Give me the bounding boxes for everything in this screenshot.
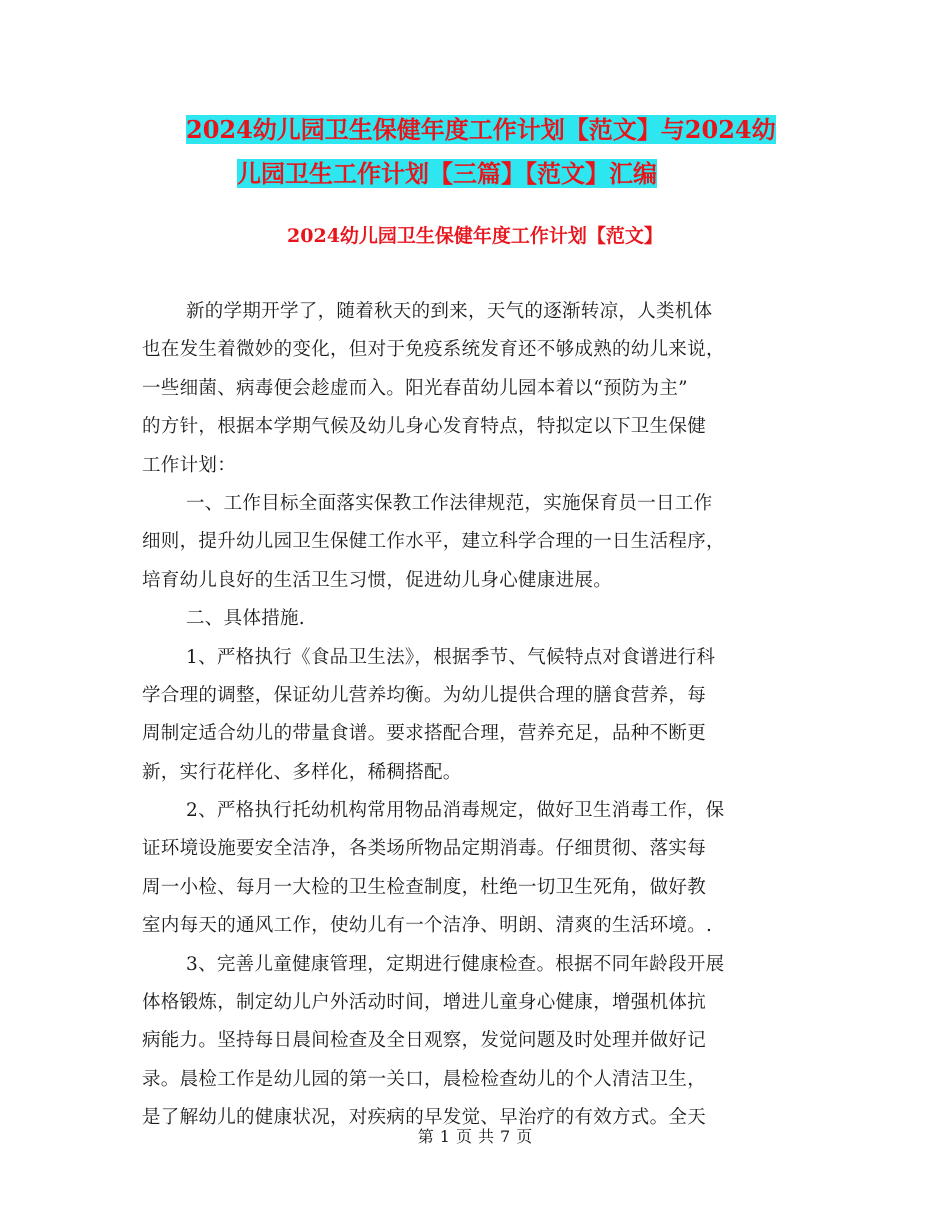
body-line: 3、完善儿童健康管理，定期进行健康检查。根据不同年龄段开展 xyxy=(186,953,725,975)
body-line: 新，实行花样化、多样化，稀稠搭配。 xyxy=(142,761,462,783)
main-title-line-1 xyxy=(186,113,776,147)
body-line: 是了解幼儿的健康状况，对疾病的早发觉、早治疗的有效方式。全天 xyxy=(142,1107,707,1129)
body-line: 录。晨检工作是幼儿园的第一关口，晨检检查幼儿的个人清洁卫生， xyxy=(142,1068,707,1090)
body-line: 新的学期开学了，随着秋天的到来，天气的逐渐转凉，人类机体 xyxy=(186,301,713,322)
body-line: 工作计划： xyxy=(142,454,237,476)
document-body xyxy=(142,293,810,1138)
body-line: 一些细菌、病毒便会趁虚而入。阳光春苗幼儿园本着以“预防为主” xyxy=(142,377,688,399)
body-line: 证环境设施要安全洁净，各类场所物品定期消毒。仔细贯彻、落实每 xyxy=(142,838,707,860)
footer-total-label: 共 xyxy=(478,1127,495,1146)
body-line: 二、具体措施. xyxy=(186,608,305,630)
body-line: 也在发生着微妙的变化，但对于免疫系统发育还不够成熟的幼儿来说， xyxy=(142,339,725,361)
main-title-line-2-text: 儿园卫生工作计划【三篇】【范文】汇编 xyxy=(237,159,657,188)
body-line: 室内每天的通风工作，使幼儿有一个洁净、明朗、清爽的生活环境。. xyxy=(142,915,713,937)
body-line: 学合理的调整，保证幼儿营养均衡。为幼儿提供合理的膳食营养，每 xyxy=(142,684,707,706)
body-line: 一、工作目标全面落实保教工作法律规范，实施保育员一日工作 xyxy=(186,492,713,514)
footer-current-page: 1 xyxy=(439,1127,450,1146)
main-title-line-2 xyxy=(237,157,657,191)
body-line: 周一小检、每月一大检的卫生检查制度，杜绝一切卫生死角，做好教 xyxy=(142,876,707,898)
footer-total-pages: 7 xyxy=(500,1127,511,1146)
section-title: 2024幼儿园卫生保健年度工作计划【范文】 xyxy=(287,225,663,247)
body-line: 周制定适合幼儿的带量食谱。要求搭配合理，营养充足，品种不断更 xyxy=(142,723,707,745)
body-line: 培育幼儿良好的生活卫生习惯，促进幼儿身心健康进展。 xyxy=(142,569,613,591)
body-line: 2、严格执行托幼机构常用物品消毒规定，做好卫生消毒工作，保 xyxy=(186,800,725,822)
page-footer xyxy=(0,1124,950,1147)
footer-page-label: 第 xyxy=(417,1127,434,1146)
body-line: 细则，提升幼儿园卫生保健工作水平，建立科学合理的一日生活程序， xyxy=(142,531,725,553)
footer-page-unit: 页 xyxy=(455,1127,472,1146)
body-line: 体格锻炼，制定幼儿户外活动时间，增进儿童身心健康，增强机体抗 xyxy=(142,992,707,1014)
body-line: 1、严格执行《食品卫生法》，根据季节、气候特点对食谱进行科 xyxy=(186,646,716,668)
main-title-line-1-text: 2024幼儿园卫生保健年度工作计划【范文】与2024幼 xyxy=(186,115,776,144)
body-line: 的方针，根据本学期气候及幼儿身心发育特点，特拟定以下卫生保健 xyxy=(142,416,707,438)
body-line: 病能力。坚持每日晨间检查及全日观察，发觉问题及时处理并做好记 xyxy=(142,1030,707,1052)
footer-total-unit: 页 xyxy=(516,1127,533,1146)
